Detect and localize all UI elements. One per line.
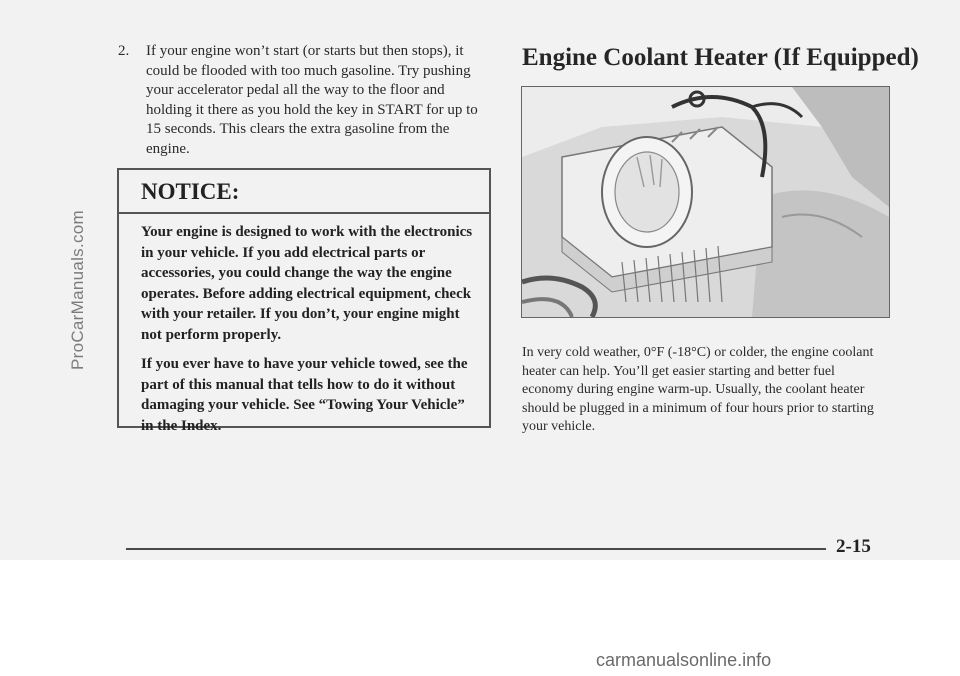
- bottom-watermark: carmanualsonline.info: [596, 650, 772, 670]
- coolant-heater-paragraph: In very cold weather, 0°F (-18°C) or colder, the engine coolant heater can help. You’ll get easier starting and better fuel economy during engine warm-up. Usually, the coolant heater should be plugged in a minimum of four hours prior to starting your vehicle.: [522, 345, 874, 434]
- step-item: [118, 42, 490, 159]
- notice-title: NOTICE:: [119, 170, 489, 214]
- notice-paragraph-1: Your engine is designed to work with the electronics in your vehicle. If you add electrical parts or accessories, you could change the way the engine operates. Before adding electrical equipment, check with your retailer. If you don’t, your engine might not perform properly.: [141, 224, 473, 343]
- notice-paragraph-2: If you ever have to have your vehicle towed, see the part of this manual that tells how to do it without damaging your vehicle. See “Towing Your Vehicle” in the Index.: [141, 356, 468, 434]
- side-watermark: ProCarManuals.com: [68, 209, 87, 371]
- engine-bay-illustration: [521, 86, 890, 318]
- footer-rule: [126, 548, 826, 550]
- notice-box: [117, 168, 491, 434]
- notice-body: [119, 214, 489, 436]
- step-text: If your engine won’t start (or starts but then stops), it could be flooded with too much gasoline. Try pushing your accelerator pedal all the way to the floor and holding it there as you hold the key in START for up to 15 seconds. This clears the extra gasoline from the engine.: [146, 43, 478, 157]
- section-heading: Engine Coolant Heater (If Equipped): [522, 44, 919, 71]
- step-number: 2.: [118, 43, 130, 59]
- page-number: 2-15: [836, 536, 871, 557]
